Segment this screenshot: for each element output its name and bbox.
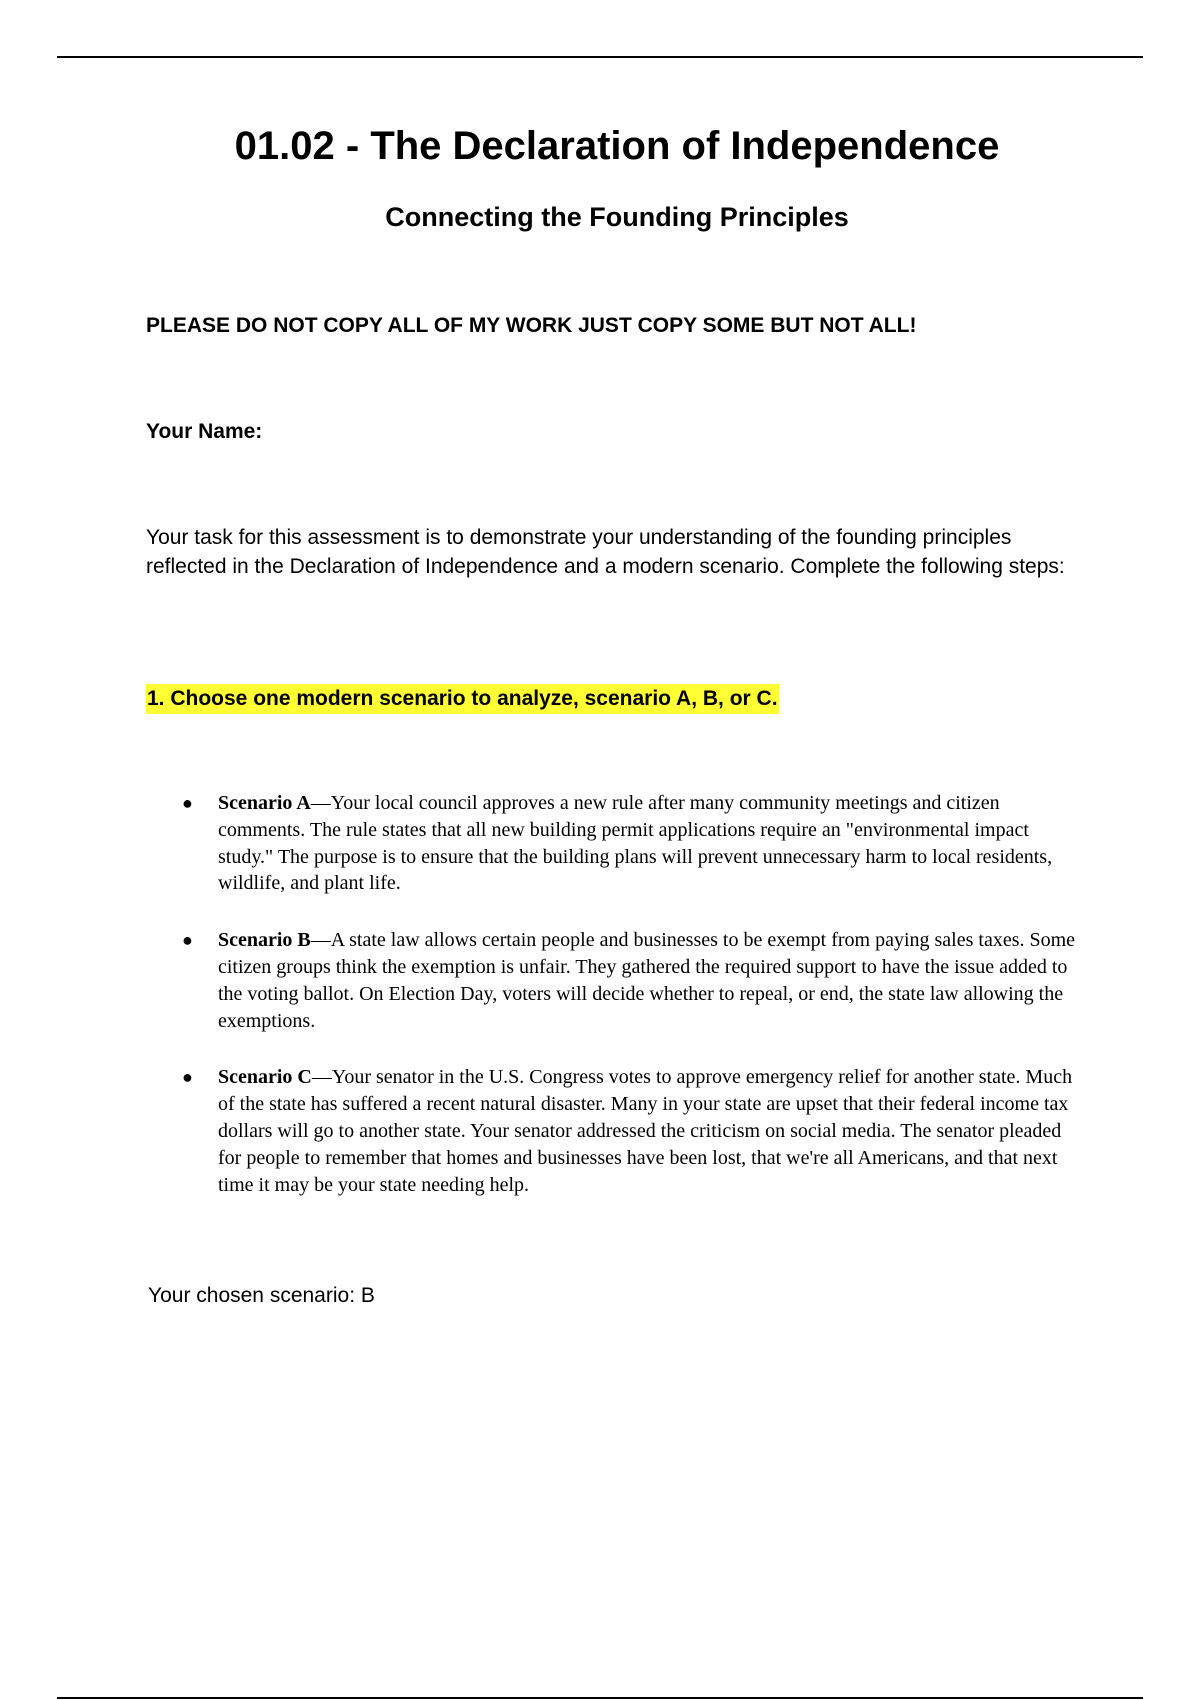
- scenario-label: Scenario B: [218, 929, 311, 952]
- instructions-paragraph: Your task for this assessment is to demonstrate your understanding of the founding principles reflected in the Declaration of Independence and a modern scenario. Complete the following steps:: [146, 526, 1065, 578]
- step-1-heading: 1. Choose one modern scenario to analyze, scenario A, B, or C.: [146, 684, 779, 714]
- scenario-text: —Your local council approves a new rule after many community meetings and citizen comments. The rule states that all new building permit applications require an "environmental impact study." The purpose is to ensure that the building plans will prevent unnecessary harm to local residents, wildlife, and plant life.: [218, 792, 1053, 895]
- scenario-label: Scenario A: [218, 792, 311, 814]
- page-subtitle: Connecting the Founding Principles: [385, 202, 849, 232]
- top-divider: [57, 56, 1143, 58]
- warning-notice: PLEASE DO NOT COPY ALL OF MY WORK JUST COPY SOME BUT NOT ALL!: [146, 314, 917, 337]
- bullet-icon: ●: [182, 793, 193, 813]
- scenario-list: [178, 790, 1078, 1228]
- scenario-item-b: [178, 927, 1078, 1034]
- scenario-item-c: [178, 1064, 1078, 1198]
- name-label: Your Name:: [146, 420, 263, 443]
- bullet-icon: ●: [182, 1067, 193, 1088]
- bottom-divider: [57, 1697, 1143, 1699]
- page-title: 01.02 - The Declaration of Independence: [234, 124, 1000, 168]
- bullet-icon: ●: [182, 930, 193, 951]
- chosen-scenario: Your chosen scenario: B: [148, 1284, 375, 1307]
- scenario-text: —Your senator in the U.S. Congress votes to approve emergency relief for another state. Much of the state has suffered a recent natural disaster. Many in your state are upset that their federal income tax dollars will go to another state. Your senator addressed the criticism on social media. The senator pleaded for people to remember that homes and businesses have been lost, that we're all Americans, and that next time it may be your state needing help.: [218, 1066, 1073, 1196]
- scenario-item-a: [178, 790, 1078, 897]
- scenario-text: —A state law allows certain people and businesses to be exempt from paying sales taxes. Some citizen groups think the exemption is unfair. They gathered the required support to have the issue added to the voting ballot. On Election Day, voters will decide whether to repeal, or end, the state law allowing the exemptions.: [218, 929, 1076, 1032]
- scenario-label: Scenario C: [218, 1066, 312, 1089]
